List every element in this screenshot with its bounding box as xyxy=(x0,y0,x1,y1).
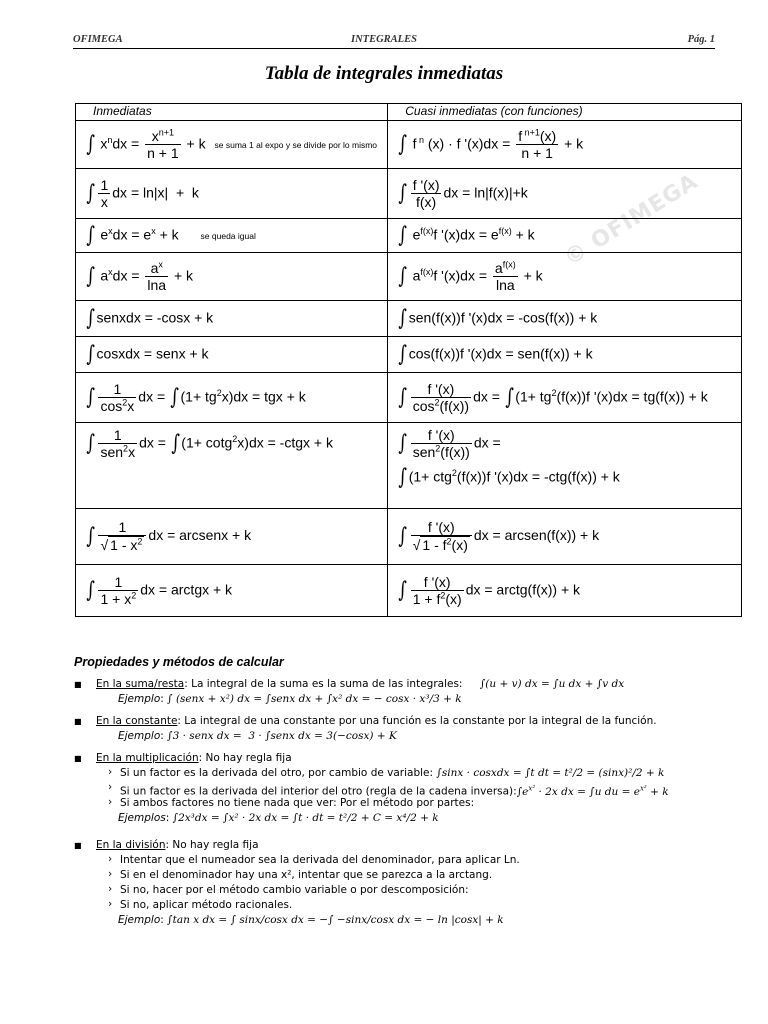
formula-cell: ∫cosxdx = senx + k xyxy=(76,337,388,373)
properties-heading: Propiedades y métodos de calcular xyxy=(74,655,284,669)
table-row xyxy=(76,565,742,617)
table-header-row xyxy=(76,104,742,121)
table-row xyxy=(76,301,742,337)
formula-cell: ∫ $\frac{1}{1 + x^2}$ dx = arctgx + k xyxy=(76,565,388,617)
formula-cell: ∫ $\frac{1}{√ 1 - x^2}$ dx = arcsenx + k xyxy=(76,509,388,565)
formula-cell: ∫ $\frac{f '(x)}{\cos^2(f(x))}$ dx = $\int(1+ tg^2(f(x))f$ '(x)dx = tg(f(x)) + k xyxy=(388,373,742,423)
formula-cell: ∫senxdx = -cosx + k xyxy=(76,301,388,337)
table-row xyxy=(76,121,742,169)
table-row xyxy=(76,219,742,253)
formula-cell: ∫sen(f(x))f '(x)dx = -cos(f(x)) + k xyxy=(388,301,742,337)
formula-cell: ∫ $\frac{f '(x)}{√ 1 - f^2(x)}$ dx = arcsen(f(x)) + k xyxy=(388,509,742,565)
table-row xyxy=(76,337,742,373)
item-label: En la constante xyxy=(96,715,178,727)
page-header xyxy=(73,34,715,49)
watermark: © OFIMEGA xyxy=(560,169,703,272)
table-row xyxy=(76,253,742,301)
table-row xyxy=(76,169,742,219)
table-row xyxy=(76,423,742,509)
formula-cell: ∫ $\frac{f '(x)}{1 + f^2(x)}$ dx = arctg(f(x)) + k xyxy=(388,565,742,617)
list-item: ■ En la constante: La integral de una constante por una función es la constante por la integral de la función. Ejemplo: ∫3 · senx dx = 3 · ∫senx dx = 3(−cosx) + K xyxy=(74,715,657,742)
list-item: ■ En la división: No hay regla fija › Intentar que el numeador sea la derivada del denominador, para aplicar Ln. › Si en el denominador hay una x², intentar que se parezca a la arctang. › Si no, hacer por el método cambio variable o por descomposición: › Si no, aplicar método racionales. Ejemplo: ∫tan x dx = ∫ sinx/cosx dx = −∫ −sinx/cosx dx = − ln |cosx| + k xyxy=(74,838,754,928)
table-row xyxy=(76,509,742,565)
formula-cell: ∫ f $^n$ (x) · f '(x)dx = $\frac{f ^{n+1}(x)}{n + 1}$ + k xyxy=(388,121,742,169)
page-title: Tabla de integrales inmediatas xyxy=(264,63,504,84)
item-label: En la división xyxy=(96,839,166,851)
integrals-table xyxy=(75,103,742,617)
formula-cell: ∫cos(f(x))f '(x)dx = sen(f(x)) + k xyxy=(388,337,742,373)
header-left: OFIMEGA xyxy=(73,34,123,45)
formula-cell: ∫ $x^ndx$ = $\frac{x^{n+1}}{n + 1}$ + k se suma 1 al expo y se divide por lo mismo xyxy=(76,121,388,169)
table-row xyxy=(76,373,742,423)
formula-cell: ∫ $\frac{f '(x)}{f(x)}$ dx = ln|f(x)|+k xyxy=(388,169,742,219)
col1-header: Inmediatas xyxy=(76,104,388,121)
formula-cell: ∫ $a^{f(x)}f$ '(x)dx = $\frac{a^{f(x)}}{\ln a}$ + k xyxy=(388,253,742,301)
list-item: ■ En la multiplicación: No hay regla fija › Si un factor es la derivada del otro, por cambio de variable: ∫sinx · cosxdx = ∫t dt = t²/2 = (sinx)²/2 + k › Si un factor es la derivada del interior del otro (regla de la cadena $inversa):\int e^{x^2} \cdot 2x$ dx = ∫u du = $e^{x^2} + k$ › Si ambos factores no tiene nada que ver: Por el método por partes: Ejemplos: ∫2x³dx = ∫x² · 2x dx = ∫t · dt = t²/2 + C = x⁴/2 + k xyxy=(74,751,754,831)
formula-cell: ∫ $e^{f(x)}f$ '$(x)dx = e^{f(x)} + k$ xyxy=(388,219,742,253)
header-page-number: Pág. 1 xyxy=(687,34,715,45)
item-label: En la multiplicación xyxy=(96,752,199,764)
formula-note: se suma 1 al expo y se divide por lo mismo xyxy=(214,140,378,151)
formula-note: se queda igual xyxy=(200,231,256,242)
formula-cell: ∫ f '(x) sen$^2$(f(x)) dx = ∫(1+ ctg$^2$(f(x))f '(x)dx = -ctg(f(x)) + k xyxy=(388,423,742,509)
list-item: ■ En la suma/resta: La integral de la suma es la suma de las integrales: ∫(u + v) dx = ∫u dx + ∫v dx Ejemplo: ∫ (senx + x²) dx = ∫senx dx + ∫x² dx = − cosx · x³/3 + k xyxy=(74,678,625,705)
col2-header: Cuasi inmediatas (con funciones) xyxy=(388,104,742,121)
properties-list xyxy=(74,677,754,935)
formula-cell: ∫ 1 sen$^2$x dx = ∫(1+ cotg$^2$x)dx = -ctgx + k xyxy=(76,423,388,509)
formula-cell: ∫ $a^xdx$ = $\frac{a^x}{\ln a}$ + k xyxy=(76,253,388,301)
formula-cell: ∫ $e^xdx = e^x + k$ se queda igual xyxy=(76,219,388,253)
formula-cell: ∫ $\frac{1}{x}$ dx = ln|x| + k xyxy=(76,169,388,219)
header-center: INTEGRALES xyxy=(351,34,417,45)
item-label: En la suma/resta xyxy=(96,678,185,690)
formula-cell: ∫ $\frac{1}{\cos^2x}$ dx = $\int(1+ tg^2x)dx$ = tgx + k xyxy=(76,373,388,423)
